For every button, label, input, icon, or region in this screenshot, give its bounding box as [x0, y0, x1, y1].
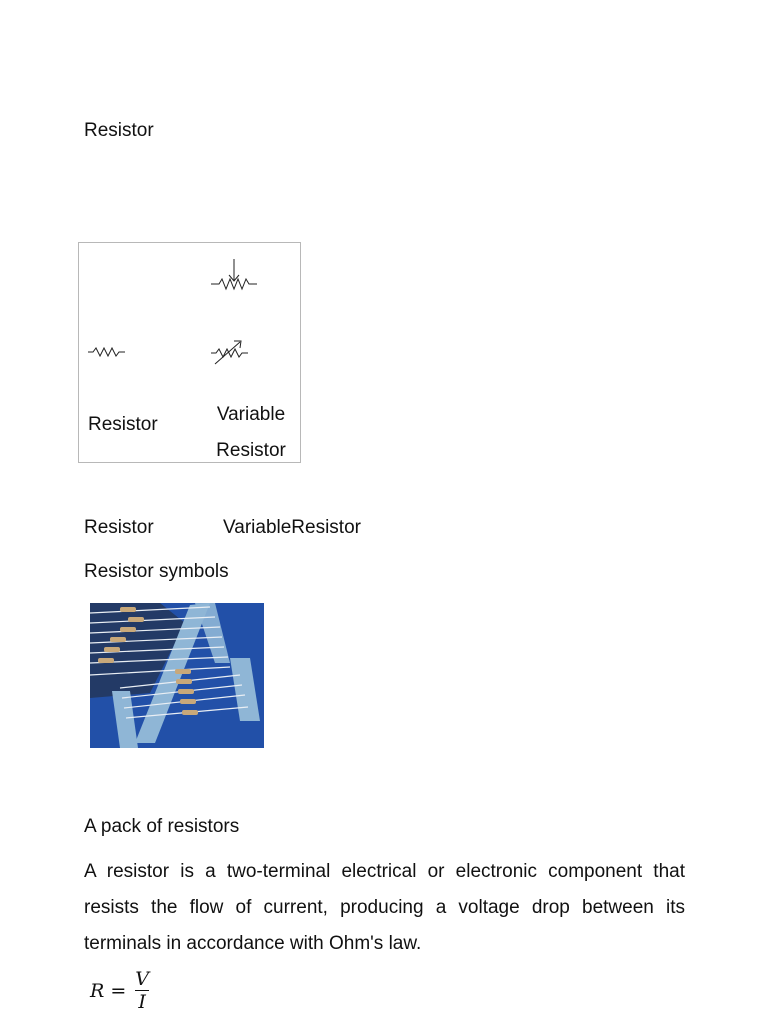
resistor-pack-photo	[90, 603, 264, 748]
formula-numerator: V	[135, 968, 149, 990]
caption-resistor-symbols: Resistor symbols	[84, 561, 229, 582]
symbol-label-variable-line1: Variable	[216, 404, 286, 425]
resistor-symbol-icon	[87, 341, 127, 361]
page-heading: Resistor	[84, 120, 154, 141]
formula-denominator: I	[135, 990, 149, 1013]
symbol-label-variable-resistor	[211, 397, 291, 469]
potentiometer-symbol-icon	[209, 257, 259, 291]
symbol-label-variable-line2: Resistor	[216, 440, 286, 461]
symbol-table	[78, 242, 301, 463]
ohms-law-formula	[90, 968, 152, 1013]
variable-resistor-symbol-icon	[209, 335, 251, 369]
body-paragraph: A resistor is a two-terminal electrical or electronic component that resists the flow of current, producing a voltage drop between its terminals in accordance with Ohm's law.	[84, 861, 685, 954]
caption-resistor-pack: A pack of resistors	[84, 816, 240, 837]
formula-fraction	[132, 968, 152, 1013]
row-label-resistor: Resistor	[84, 517, 154, 538]
formula-lhs: R	[90, 979, 105, 1002]
formula-equals: =	[110, 979, 127, 1002]
row-label-variable-resistor: VariableResistor	[223, 517, 361, 538]
symbol-label-resistor: Resistor	[88, 414, 158, 435]
